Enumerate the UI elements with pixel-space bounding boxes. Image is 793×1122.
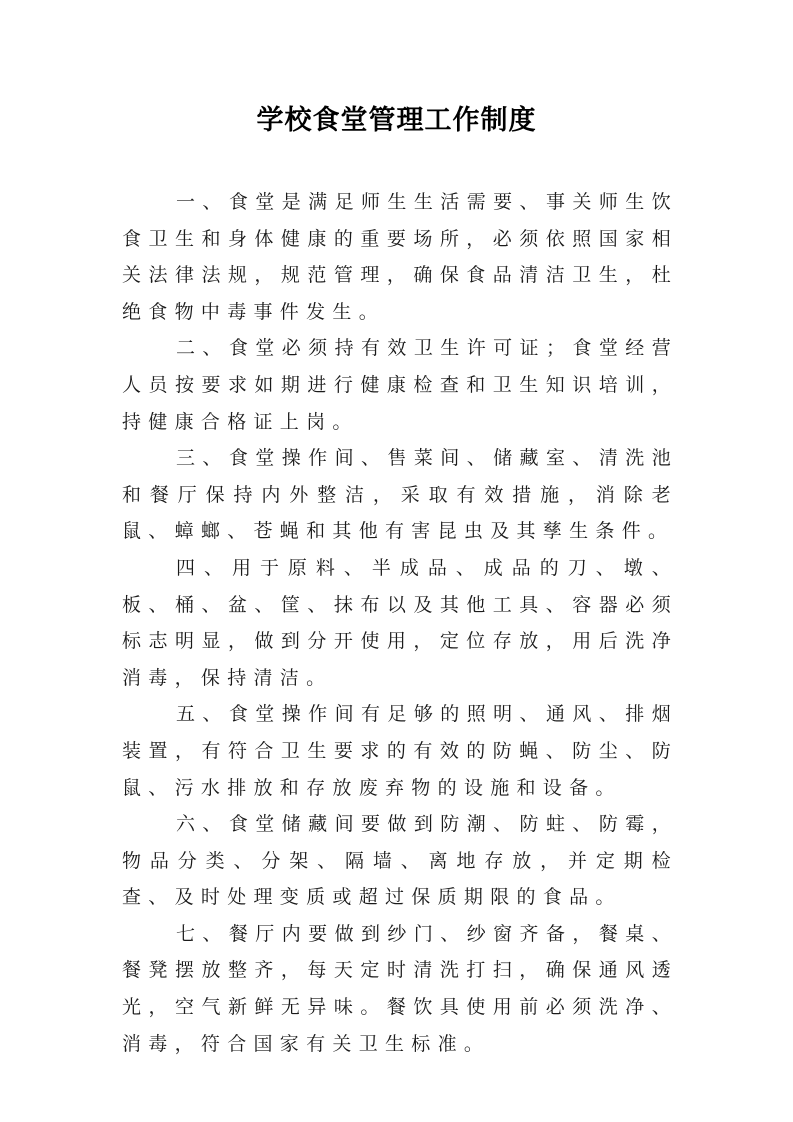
document-body xyxy=(122,184,678,1062)
paragraph-5: 五、食堂操作间有足够的照明、通风、排烟装置，有符合卫生要求的有效的防蝇、防尘、防鼠、污水排放和存放废弃物的设施和设备。 xyxy=(122,703,678,799)
paragraph-3: 三、食堂操作间、售菜间、储藏室、清洗池和餐厅保持内外整洁，采取有效措施，消除老鼠、蟑螂、苍蝇和其他有害昆虫及其孳生条件。 xyxy=(122,447,678,543)
paragraph-6: 六、食堂储藏间要做到防潮、防蛀、防霉，物品分类、分架、隔墙、离地存放，并定期检查、及时处理变质或超过保质期限的食品。 xyxy=(122,813,678,909)
paragraph-1: 一、食堂是满足师生生活需要、事关师生饮食卫生和身体健康的重要场所，必须依照国家相关法律法规，规范管理，确保食品清洁卫生，杜绝食物中毒事件发生。 xyxy=(122,191,678,323)
paragraph-7: 七、餐厅内要做到纱门、纱窗齐备，餐桌、餐凳摆放整齐，每天定时清洗打扫，确保通风透光，空气新鲜无异味。餐饮具使用前必须洗净、消毒，符合国家有关卫生标准。 xyxy=(122,922,678,1055)
paragraph-4: 四、用于原料、半成品、成品的刀、墩、板、桶、盆、筐、抹布以及其他工具、容器必须标志明显，做到分开使用，定位存放，用后洗净消毒，保持清洁。 xyxy=(122,556,678,689)
document-title: 学校食堂管理工作制度 xyxy=(256,105,537,136)
paragraph-2: 二、食堂必须持有效卫生许可证；食堂经营人员按要求如期进行健康检查和卫生知识培训，持健康合格证上岗。 xyxy=(122,337,678,433)
